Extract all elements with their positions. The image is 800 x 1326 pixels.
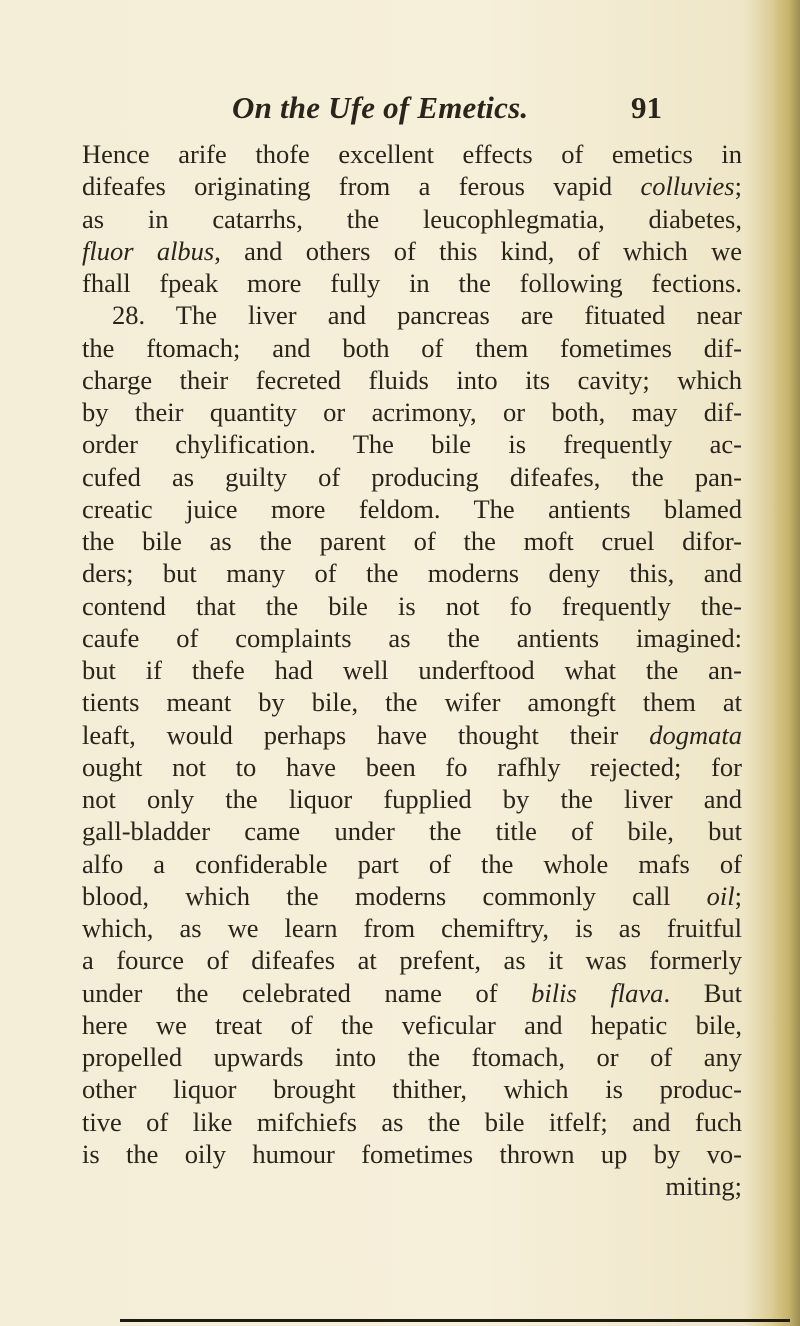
line-text: tive of like mifchiefs as the bile itfelf; and fuch [82, 1106, 742, 1137]
line-text: difeafes originating from a ferous vapid [82, 171, 641, 202]
line-text: the ftomach; and both of them fometimes dif- [82, 332, 742, 363]
text-line [82, 525, 742, 557]
line-text: leaft, would perhaps have thought their [82, 719, 650, 750]
bottom-rule [120, 1319, 790, 1322]
line-text: blood, which the moderns commonly call [82, 880, 707, 911]
text-line [82, 1170, 742, 1202]
running-title: On the Ufe of Emetics. [232, 90, 529, 125]
line-text: under the celebrated name of [82, 977, 532, 1008]
line-text: a fource of difeafes at prefent, as it was formerly [82, 945, 742, 976]
italic-text: colluvies [640, 171, 735, 202]
line-text: contend that the bile is not fo frequently the- [82, 590, 742, 621]
line-text: . But [663, 977, 742, 1008]
text-line [82, 622, 742, 654]
text-line [82, 912, 742, 944]
line-text: fhall fpeak more fully in the following fections. [82, 268, 742, 298]
text-line [82, 170, 742, 202]
line-text: here we treat of the veficular and hepatic bile, [82, 1009, 742, 1040]
text-line [82, 1009, 742, 1041]
line-text: other liquor brought thither, which is produc- [82, 1074, 742, 1105]
text-line [82, 686, 742, 718]
line-text: tients meant by bile, the wifer amongft them at [82, 687, 742, 718]
line-text: 28. The liver and pancreas are fituated near [112, 300, 742, 331]
text-line [82, 719, 742, 751]
text-line [82, 396, 742, 428]
line-text: as in catarrhs, the leucophlegmatia, diabetes, [82, 203, 742, 234]
line-text: cufed as guilty of producing difeafes, the pan- [82, 461, 742, 492]
text-line [82, 1073, 742, 1105]
line-text: but if thefe had well underftood what the an- [82, 655, 742, 685]
text-line [82, 138, 742, 170]
text-line [82, 1106, 742, 1138]
line-text: ders; but many of the moderns deny this, and [82, 558, 742, 589]
line-text: which, as we learn from chemiftry, is as fruitful [82, 913, 742, 943]
text-line [82, 299, 742, 331]
text-line [82, 880, 742, 912]
line-text: is the oily humour fometimes thrown up by vo- [82, 1138, 742, 1169]
line-text: Hence arife thofe excellent effects of emetics in [82, 139, 742, 169]
line-text: ; [734, 171, 742, 202]
text-line [82, 203, 742, 235]
text-line [82, 751, 742, 783]
italic-text: dogmata [649, 719, 742, 750]
line-text: by their quantity or acrimony, or both, may dif- [82, 397, 742, 427]
line-text: not only the liquor fupplied by the liver and [82, 784, 742, 814]
text-line [82, 1041, 742, 1073]
text-line [82, 493, 742, 525]
line-text: propelled upwards into the ftomach, or of any [82, 1042, 742, 1072]
line-text: creatic juice more feldom. The antients blamed [82, 493, 742, 524]
line-text: alfo a confiderable part of the whole mafs of [82, 848, 742, 879]
text-line [82, 557, 742, 589]
italic-text: bilis flava [531, 977, 664, 1008]
line-text: , and others of this kind, of which we [214, 235, 742, 266]
line-text: order chylification. The bile is frequently ac- [82, 429, 742, 460]
line-text: ought not to have been fo rafhly rejected; for [82, 751, 742, 782]
text-line [82, 461, 742, 493]
line-text: the bile as the parent of the moft cruel difor- [82, 526, 742, 556]
italic-text: fluor albus [82, 235, 215, 266]
text-line [82, 1138, 742, 1170]
text-line [82, 848, 742, 880]
text-line [82, 235, 742, 267]
italic-text: oil [706, 880, 735, 911]
text-line [82, 590, 742, 622]
line-text: ; [734, 880, 742, 911]
text-line [82, 977, 742, 1009]
text-line [82, 428, 742, 460]
body-text [82, 138, 742, 1202]
text-line [82, 944, 742, 976]
page-edge-shadow [772, 0, 800, 1326]
text-line [82, 364, 742, 396]
text-line [82, 267, 742, 299]
text-line [82, 783, 742, 815]
line-text: caufe of complaints as the antients imagined: [82, 622, 742, 653]
line-text: miting; [665, 1171, 742, 1201]
page-header [232, 90, 662, 130]
page-number: 91 [631, 90, 662, 125]
line-text: charge their fecreted fluids into its cavity; which [82, 364, 742, 395]
text-line [82, 654, 742, 686]
text-line [82, 332, 742, 364]
text-line [82, 815, 742, 847]
line-text: gall-bladder came under the title of bile, but [82, 816, 742, 847]
